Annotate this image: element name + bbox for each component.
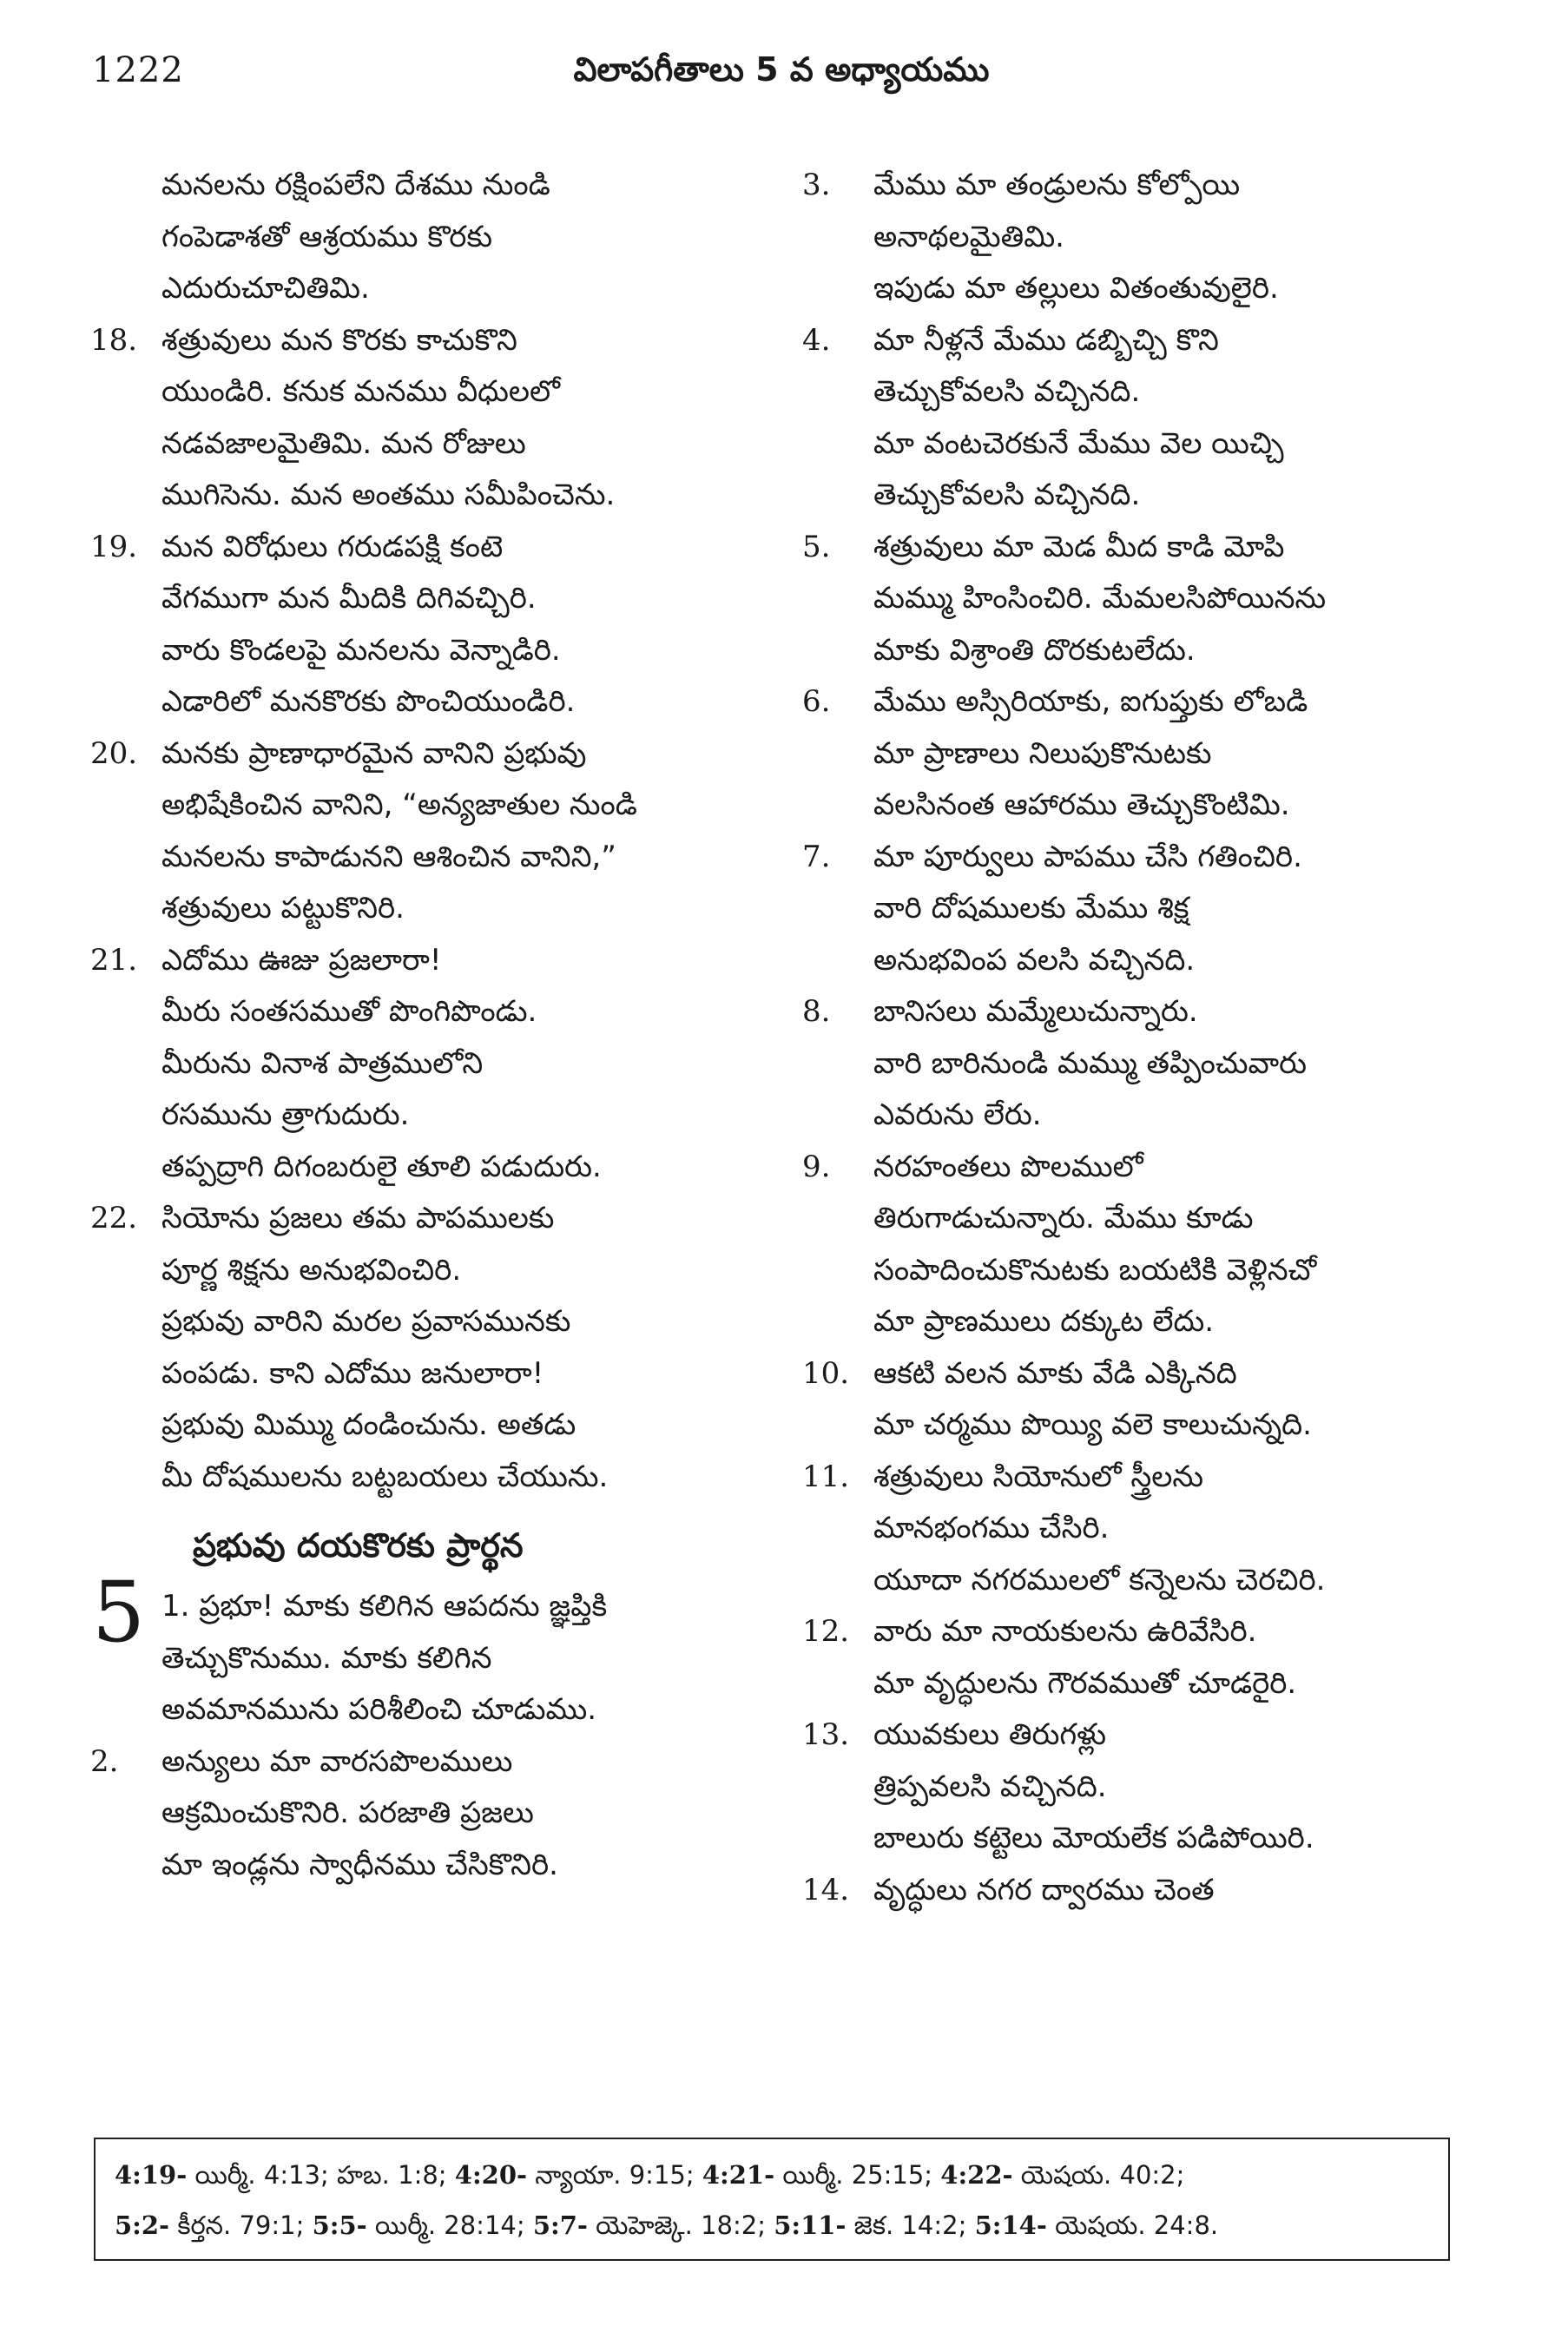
verse-line — [802, 1710, 1479, 1762]
verse-number: 14. — [802, 1872, 850, 1907]
footnote-reference: 4:20- — [454, 2160, 528, 2190]
verse-text: మా ప్రాణములు దక్కుట లేదు. — [873, 1304, 1215, 1339]
verse-text: నరహంతలు పొలములో — [873, 1149, 1143, 1184]
footnote-reference: 5:11- — [774, 2210, 847, 2240]
verse-continuation-line — [802, 1245, 1479, 1297]
verse-text: మనలను రక్షింపలేని దేశము నుండి — [161, 168, 550, 202]
verse-number: 22. — [90, 1201, 138, 1235]
verse-text: వారి బారినుండి మమ్ము తప్పించువారు — [873, 1045, 1308, 1081]
verse-number: 10. — [802, 1355, 850, 1391]
verse-continuation-line — [802, 1193, 1479, 1245]
left-column — [90, 160, 750, 1891]
chapter-number: 5 — [92, 1564, 146, 1661]
verse-continuation-line — [802, 728, 1479, 781]
verse-text: వారు మా నాయకులను ఉరివేసిరి. — [873, 1614, 1257, 1649]
page-header — [0, 50, 1568, 102]
verse-text: పూర్ణ శిక్షను అనుభవించిరి. — [161, 1252, 462, 1288]
verse-continuation-line — [802, 1762, 1479, 1814]
footnote-citation: యిర్మీ. 25:15; — [774, 2160, 941, 2190]
footnote-reference: 4:21- — [702, 2160, 775, 2190]
verse-text: వేగముగా మన మీదికి దిగివచ్చిరి. — [161, 581, 537, 616]
footnote-reference: 4:19- — [115, 2160, 188, 2190]
footnote-citation: యెహెజ్కె. 18:2; — [587, 2210, 774, 2240]
verse-continuation-line — [90, 1348, 750, 1400]
chapter-5-block — [90, 1564, 750, 1891]
verse-continuation-line — [802, 1090, 1479, 1142]
verse-number: 13. — [802, 1717, 850, 1752]
verse-continuation-line — [90, 625, 750, 677]
verse-text: ప్రభువు మిమ్ము దండించును. అతడు — [161, 1407, 576, 1442]
verse-continuation-line — [802, 366, 1479, 418]
verse-text: తెచ్చుకోవలసి వచ్చినది. — [873, 478, 1141, 512]
footnote-citation: న్యాయా. 9:15; — [527, 2160, 702, 2190]
verse-line — [802, 1452, 1479, 1504]
verse-text: ఆక్రమించుకొనిరి. పరజాతి ప్రజలు — [161, 1795, 534, 1830]
verse-text: త్రిప్పవలసి వచ్చినది. — [873, 1769, 1107, 1804]
verse-line — [802, 160, 1479, 212]
footnote-reference: 5:5- — [312, 2210, 367, 2240]
verse-continuation-line — [802, 1296, 1479, 1348]
verse-number: 19. — [90, 529, 138, 564]
verse-number: 5. — [802, 529, 831, 564]
verse-line — [802, 986, 1479, 1038]
verse-number: 2. — [90, 1743, 119, 1779]
verse-text: నడవజాలమైతిమి. మన రోజులు — [161, 425, 526, 461]
verse-number: 12. — [802, 1614, 850, 1649]
verse-continuation-line — [90, 1633, 750, 1685]
verse-text: తప్పద్రాగి దిగంబరులై తూలి పడుదురు. — [161, 1149, 602, 1184]
verse-text: మీ దోషములను బట్టబయలు చేయును. — [161, 1459, 609, 1494]
verse-text: బాలురు కట్టెలు మోయలేక పడిపోయిరి. — [873, 1821, 1314, 1855]
footnote-citation: యెషయ. 24:8. — [1046, 2210, 1219, 2240]
verse-line — [802, 1865, 1479, 1917]
footnote-reference: 5:2- — [115, 2210, 170, 2240]
verse-text: మా వృద్ధులను గౌరవముతో చూడరైరి. — [873, 1665, 1297, 1701]
verse-text: వలసినంత ఆహారము తెచ్చుకొంటిమి. — [873, 787, 1290, 822]
verse-number: 18. — [90, 322, 138, 358]
verse-continuation-line — [90, 832, 750, 884]
verse-text: మా చర్మము పొయ్యి వలె కాలుచున్నది. — [873, 1407, 1312, 1442]
verse-text: ఎడారిలో మనకొరకు పొంచియుండిరి. — [161, 684, 576, 719]
verse-continuation-line — [90, 1296, 750, 1348]
verse-line — [90, 522, 750, 574]
verse-continuation-line — [802, 1400, 1479, 1452]
footnote-citation: యెషయ. 40:2; — [1012, 2160, 1185, 2190]
verse-continuation-line — [90, 263, 750, 315]
footnote-reference: 4:22- — [940, 2160, 1013, 2190]
verse-text: ప్రభువు వారిని మరల ప్రవాసమునకు — [161, 1304, 571, 1339]
verse-line — [90, 728, 750, 781]
verse-continuation-line — [802, 1503, 1479, 1555]
verse-continuation-line — [90, 212, 750, 264]
verse-line — [90, 1736, 750, 1789]
verse-continuation-line — [802, 1813, 1479, 1865]
footnote-citation: యిర్మీ. 28:14; — [366, 2210, 533, 2240]
verse-continuation-line — [802, 418, 1479, 471]
verse-continuation-line — [90, 780, 750, 832]
verse-text: యువకులు తిరుగళ్లు — [873, 1717, 1107, 1752]
verse-continuation-line — [90, 470, 750, 522]
verse-continuation-line — [90, 1452, 750, 1504]
verse-line — [90, 1193, 750, 1245]
verse-number: 20. — [90, 735, 138, 771]
verse-text: అనాథలమైతిమి. — [873, 219, 1064, 254]
verse-continuation-line — [90, 1142, 750, 1194]
verse-text: మాకు విశ్రాంతి దొరకుటలేదు. — [873, 632, 1196, 668]
verse-continuation-line — [802, 1555, 1479, 1607]
page-number: 1222 — [92, 50, 184, 90]
verse-continuation-line — [90, 1581, 750, 1633]
verse-number: 8. — [802, 994, 831, 1029]
verse-number: 7. — [802, 839, 831, 874]
verse-continuation-line — [90, 573, 750, 625]
verse-continuation-line — [90, 366, 750, 418]
verse-text: యూదా నగరములలో కన్నెలను చెరచిరి. — [873, 1562, 1326, 1598]
verse-continuation-line — [802, 780, 1479, 832]
section-heading: ప్రభువు దయకొరకు ప్రార్థన — [193, 1526, 524, 1565]
verse-text: మా ఇండ్లను స్వాధీనము చేసికొనిరి. — [161, 1847, 558, 1882]
verse-text: మా వంటచెరకునే మేము వెల యిచ్చి — [873, 425, 1284, 461]
verse-continuation-line — [90, 1400, 750, 1452]
verse-line — [802, 1606, 1479, 1658]
verse-text: తిరుగాడుచున్నారు. మేము కూడు — [873, 1201, 1254, 1235]
verse-text: 1. ప్రభూ! మాకు కలిగిన ఆపదను జ్ఞప్తికి — [161, 1589, 608, 1624]
right-column — [802, 160, 1479, 1916]
verse-text: అవమానమును పరిశీలించి చూడుము. — [161, 1692, 597, 1727]
verse-continuation-line — [90, 1840, 750, 1892]
verse-text: తెచ్చుకొనుము. మాకు కలిగిన — [161, 1640, 492, 1676]
verse-number: 21. — [90, 942, 138, 978]
cross-reference-footnotes — [94, 2138, 1450, 2261]
verse-continuation-line — [90, 1090, 750, 1142]
verse-line — [802, 1142, 1479, 1194]
verse-number: 4. — [802, 322, 831, 358]
verse-text: అన్యులు మా వారసపొలములు — [161, 1743, 513, 1779]
verse-text: రసమును త్రాగుదురు. — [161, 1097, 410, 1132]
verse-text: మన విరోధులు గరుడపక్షి కంటె — [161, 529, 504, 564]
footnote-citation: యిర్మీ. 4:13; హబ. 1:8; — [187, 2160, 455, 2190]
verse-text: యుండిరి. కనుక మనము వీధులలో — [161, 374, 561, 409]
verse-line — [802, 315, 1479, 367]
verse-number: 6. — [802, 684, 831, 719]
verse-text: మనకు ప్రాణాధారమైన వానిని ప్రభువు — [161, 735, 587, 771]
verse-text: ఎదురుచూచితిమి. — [161, 271, 370, 306]
verse-text: తెచ్చుకోవలసి వచ్చినది. — [873, 374, 1141, 409]
verse-line — [802, 676, 1479, 728]
verse-text: మీరు సంతసముతో పొంగిపొండు. — [161, 994, 537, 1029]
verse-continuation-line — [90, 418, 750, 471]
verse-continuation-line — [90, 160, 750, 212]
verse-text: మానభంగము చేసిరి. — [873, 1511, 1110, 1545]
verse-continuation-line — [802, 883, 1479, 935]
verse-continuation-line — [802, 470, 1479, 522]
verse-continuation-line — [90, 1038, 750, 1090]
verse-continuation-line — [802, 573, 1479, 625]
verse-continuation-line — [802, 625, 1479, 677]
verse-number: 11. — [802, 1459, 850, 1494]
verse-text: మేము అస్సిరియాకు, ఐగుప్తుకు లోబడి — [873, 684, 1308, 719]
verse-text: వారి దోషములకు మేము శిక్ష — [873, 891, 1189, 926]
verse-text: గంపెడాశతో ఆశ్రయము కొరకు — [161, 219, 492, 254]
verse-text: మీరును వినాశ పాత్రములోని — [161, 1045, 484, 1081]
verse-continuation-line — [90, 883, 750, 935]
verse-number: 9. — [802, 1149, 831, 1184]
verse-text: మేము మా తండ్రులను కోల్పోయి — [873, 168, 1241, 202]
verse-text: అనుభవింప వలసి వచ్చినది. — [873, 942, 1196, 978]
footnote-citation: జెక. 14:2; — [846, 2210, 975, 2240]
footnote-reference: 5:14- — [974, 2210, 1047, 2240]
verse-text: అభిషేకించిన వానిని, “అన్యజాతుల నుండి — [161, 787, 637, 822]
verse-text: ఇపుడు మా తల్లులు వితంతువులైరి. — [873, 271, 1279, 306]
verse-continuation-line — [802, 1038, 1479, 1090]
verse-text: ఎదోము ఊజు ప్రజలారా! — [161, 942, 442, 978]
verse-continuation-line — [802, 1658, 1479, 1710]
verse-text: ఎవరును లేరు. — [873, 1097, 1042, 1132]
verse-text: ముగిసెను. మన అంతము సమీపించెను. — [161, 478, 616, 512]
verse-continuation-line — [90, 986, 750, 1038]
footnote-line — [115, 2200, 1429, 2250]
footnote-reference: 5:7- — [532, 2210, 588, 2240]
verse-text: వృద్ధులు నగర ద్వారము చెంత — [873, 1872, 1215, 1907]
verse-continuation-line — [802, 935, 1479, 987]
verse-text: మమ్ము హింసించిరి. మేమలసిపోయినను — [873, 581, 1327, 616]
verse-text: శత్రువులు మన కొరకు కాచుకొని — [161, 322, 517, 358]
verse-text: మా ప్రాణాలు నిలుపుకొనుటకు — [873, 735, 1212, 771]
verse-text: శత్రువులు పట్టుకొనిరి. — [161, 891, 405, 926]
verse-text: బానిసలు మమ్మేలుచున్నారు. — [873, 994, 1198, 1029]
verse-text: పంపడు. కాని ఎదోము జనులారా! — [161, 1355, 544, 1391]
verse-continuation-line — [90, 676, 750, 728]
footnote-citation: కీర్తన. 79:1; — [169, 2210, 313, 2240]
verse-line — [802, 1348, 1479, 1400]
verse-text: మా పూర్వులు పాపము చేసి గతించిరి. — [873, 839, 1302, 874]
verse-continuation-line — [802, 263, 1479, 315]
footnote-line — [115, 2150, 1429, 2200]
verse-continuation-line — [90, 1684, 750, 1736]
running-title: విలాపగీతాలు 5 వ అధ్యాయము — [573, 50, 990, 89]
verse-text: శత్రువులు మా మెడ మీద కాడి మోపి — [873, 529, 1285, 564]
verse-line — [90, 935, 750, 987]
verse-text: సంపాదించుకొనుటకు బయటికి వెళ్లినచో — [873, 1252, 1317, 1288]
verse-number: 3. — [802, 168, 831, 202]
verse-continuation-line — [90, 1245, 750, 1297]
verse-text: మనలను కాపాడునని ఆశించిన వానిని,” — [161, 839, 616, 874]
verse-line — [802, 832, 1479, 884]
verse-text: శత్రువులు సియోనులో స్త్రీలను — [873, 1459, 1204, 1494]
verse-continuation-line — [802, 212, 1479, 264]
verse-text: సియోను ప్రజలు తమ పాపములకు — [161, 1201, 555, 1235]
verse-continuation-line — [90, 1788, 750, 1840]
verse-text: మా నీళ్లనే మేము డబ్బిచ్చి కొని — [873, 322, 1219, 358]
verse-line — [90, 315, 750, 367]
verse-text: ఆకటి వలన మాకు వేడి ఎక్కినది — [873, 1355, 1237, 1391]
verse-text: వారు కొండలపై మనలను వెన్నాడిరి. — [161, 632, 561, 668]
verse-line — [802, 522, 1479, 574]
